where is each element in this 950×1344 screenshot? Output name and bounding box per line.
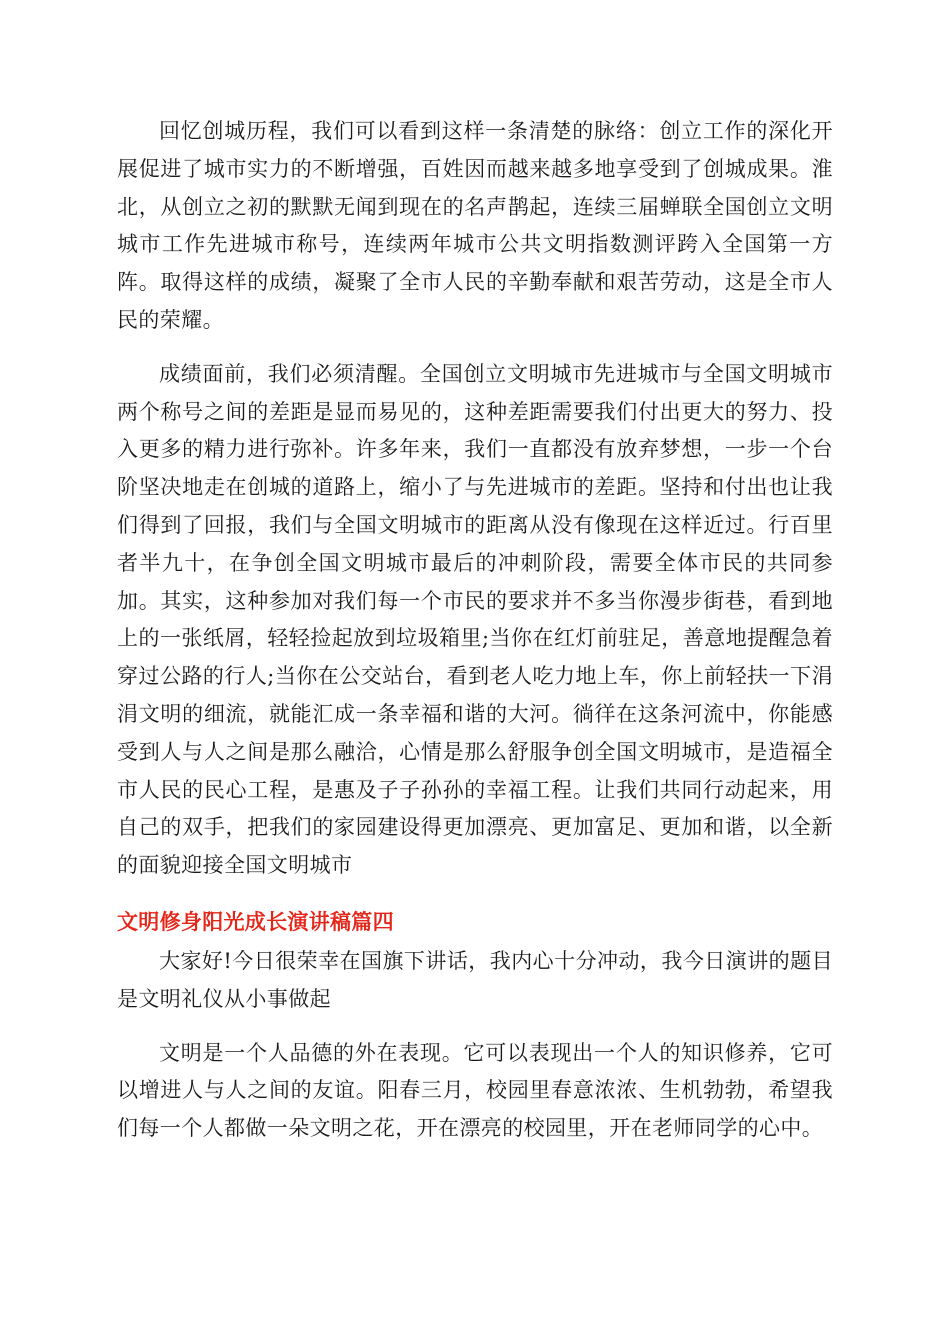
document-body bbox=[117, 113, 833, 1148]
paragraph-civility: 文明是一个人品德的外在表现。它可以表现出一个人的知识修养，它可以增进人与人之间的友谊。阳春三月，校园里春意浓浓、生机勃勃，希望我们每一个人都做一朵文明之花，开在漂亮的校园里，开在老师同学的心中。 bbox=[117, 1040, 833, 1141]
section-heading: 文明修身阳光成长演讲稿篇四 bbox=[117, 909, 394, 934]
paragraph-city-history: 回忆创城历程，我们可以看到这样一条清楚的脉络：创立工作的深化开展促进了城市实力的不断增强，百姓因而越来越多地享受到了创城成果。淮北，从创立之初的默默无闻到现在的名声鹊起，连续三届蝉联全国创立文明城市工作先进城市称号，连续两年城市公共文明指数测评跨入全国第一方阵。取得这样的成绩，凝聚了全市人民的辛勤奉献和艰苦劳动，这是全市人民的荣耀。 bbox=[117, 119, 833, 332]
paragraph-stay-sober: 成绩面前，我们必须清醒。全国创立文明城市先进城市与全国文明城市两个称号之间的差距是显而易见的，这种差距需要我们付出更大的努力、投入更多的精力进行弥补。许多年来，我们一直都没有放弃梦想，一步一个台阶坚决地走在创城的道路上，缩小了与先进城市的差距。坚持和付出也让我们得到了回报，我们与全国文明城市的距离从没有像现在这样近过。行百里者半九十，在争创全国文明城市最后的冲刺阶段，需要全体市民的共同参加。其实，这种参加对我们每一个市民的要求并不多当你漫步街巷，看到地上的一张纸屑，轻轻捡起放到垃圾箱里;当你在红灯前驻足，善意地提醒急着穿过公路的行人;当你在公交站台，看到老人吃力地上车，你上前轻扶一下涓涓文明的细流，就能汇成一条幸福和谐的大河。徜徉在这条河流中，你能感受到人与人之间是那么融洽，心情是那么舒服争创全国文明城市，是造福全市人民的民心工程，是惠及子子孙孙的幸福工程。让我们共同行动起来，用自己的双手，把我们的家园建设得更加漂亮、更加富足、更加和谐，以全新的面貌迎接全国文明城市 bbox=[117, 361, 833, 878]
paragraph-greeting: 大家好!今日很荣幸在国旗下讲话，我内心十分冲动，我今日演讲的题目是文明礼仪从小事做起 bbox=[117, 948, 833, 1011]
